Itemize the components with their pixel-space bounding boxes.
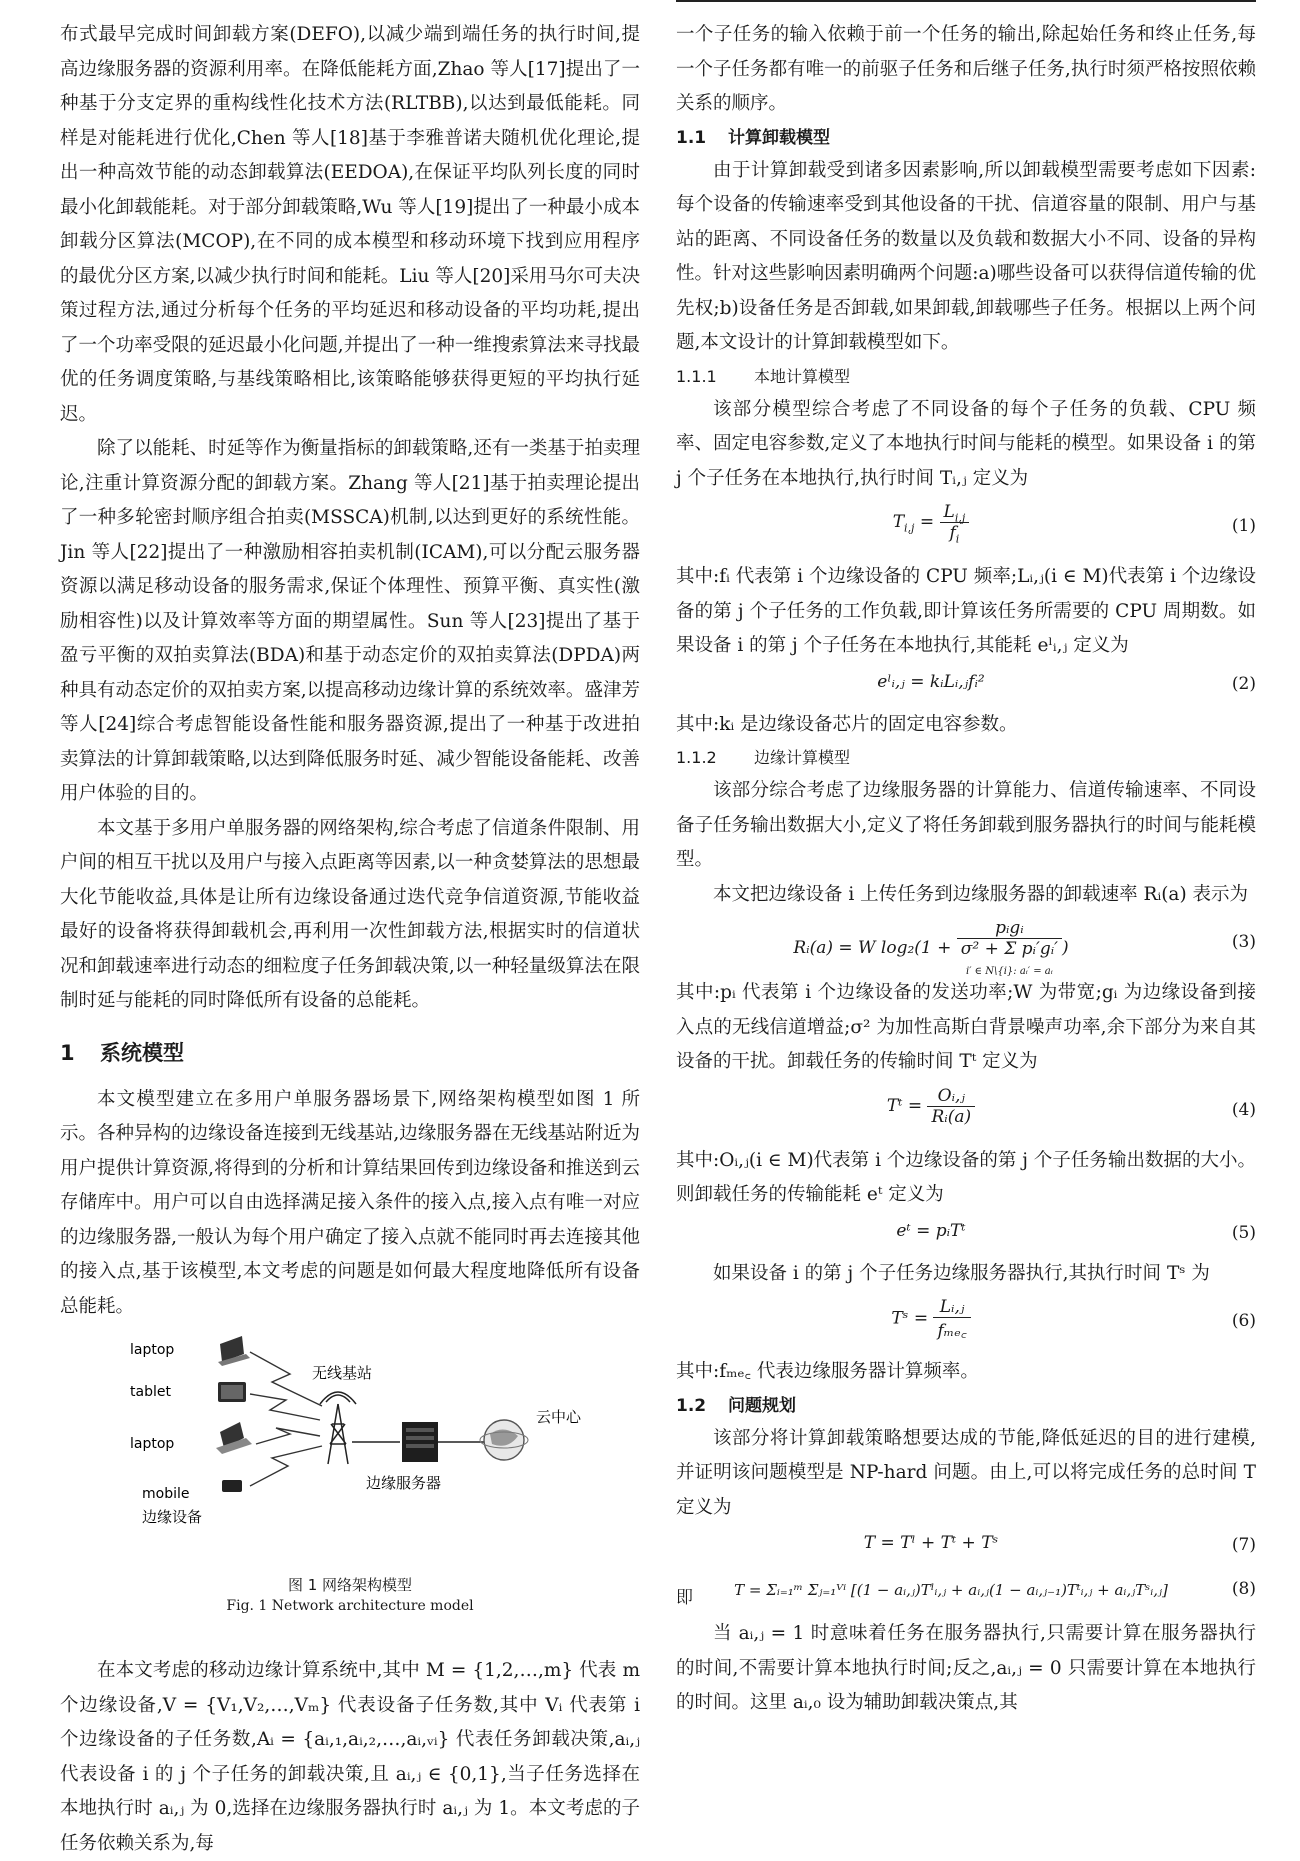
- eq3-sum-range: i′ ∈ N\{i}: aᵢ′ = aᵢ: [966, 966, 1053, 977]
- cloud-icon: [480, 1420, 528, 1460]
- subsubsection-number: 1.1.1: [676, 366, 717, 386]
- paragraph-problem: 该部分将计算卸载策略想要达成的节能,降低延迟的目的进行建模,并证明该问题模型是 NP-hard 问题。由上,可以将完成任务的总时间 T 定义为: [676, 1427, 1256, 1518]
- eq4-denominator: Rᵢ(a): [931, 1106, 972, 1127]
- eq4-number: (4): [1231, 1099, 1256, 1120]
- eq1-fraction: [940, 502, 970, 546]
- label-edge-server: 边缘服务器: [366, 1474, 442, 1492]
- eq3-denominator: σ² + Σ pᵢ′gᵢ′: [960, 939, 1058, 959]
- label-tablet: tablet: [130, 1384, 171, 1400]
- eq1-lhs-sub: i,j: [904, 521, 915, 535]
- network-diagram: [100, 1324, 600, 1564]
- subsubsection-title-2: 边缘计算模型: [754, 748, 851, 767]
- eq3-number: (3): [1231, 932, 1256, 952]
- paragraph-system-definitions: 在本文考虑的移动边缘计算系统中,其中 M = {1,2,…,m} 代表 m 个边缘设备,V = {V₁,V₂,…,Vₘ} 代表设备子任务数,其中 Vᵢ 代表第 i 个边缘设备的子任务数,Aᵢ = {aᵢ,₁,aᵢ,₂,…,aᵢ,ᵥᵢ} 代表任务卸载决策,aᵢ,ⱼ 代表设备 i 的 j 个子任务的卸载决策,且 aᵢ,ⱼ ∈ {0,1},当子任务选择在本地执行时 aᵢ,ⱼ 为 0,选择在边缘服务器执行时 aᵢ,ⱼ 为 1。本文考虑的子任务依赖关系为,每: [60, 1660, 640, 1854]
- eq1-numerator-sub: i,j: [954, 511, 966, 525]
- equation-5: [676, 1213, 1256, 1257]
- subsubsection-title: 本地计算模型: [754, 366, 851, 386]
- eq6-number: (6): [1231, 1311, 1256, 1331]
- eq7-number: (7): [1231, 1535, 1256, 1555]
- label-cloud: 云中心: [536, 1408, 582, 1426]
- subsection-number-2: 1.2: [676, 1395, 707, 1416]
- figure-caption-cn: 图 1 网络架构模型: [287, 1576, 413, 1594]
- eq2-body: eˡᵢ,ⱼ = kᵢLᵢ,ⱼfᵢ²: [877, 671, 985, 692]
- right-column: [676, 18, 1256, 1721]
- eq6-denominator: fₘₑ꜀: [937, 1321, 967, 1341]
- label-edge-devices: 边缘设备: [142, 1508, 203, 1526]
- base-station-icon: [320, 1392, 356, 1464]
- paragraph-rate-terms: 其中:pᵢ 代表第 i 个边缘设备的发送功率;W 为带宽;gᵢ 为边缘设备到接入点的无线信道增益;σ² 为加性高斯白背景噪声功率,余下部分为来自其设备的干扰。卸载任务的传输时间 Tᵗ 定义为: [676, 982, 1256, 1072]
- figure-network-architecture: [60, 1324, 640, 1654]
- paragraph-decision-meaning: 当 aᵢ,ⱼ = 1 时意味着任务在服务器执行,只需要计算在服务器执行的时间,不需要计算本地执行时间;反之,aᵢ,ⱼ = 0 只需要计算在本地执行的时间。这里 aᵢ,₀ 设为辅助卸载决策点,其: [676, 1623, 1256, 1713]
- eq2-number: (2): [1231, 673, 1256, 694]
- equation-8: [676, 1569, 1256, 1617]
- eq4-fraction: [927, 1086, 975, 1127]
- section-title: 系统模型: [100, 1040, 184, 1065]
- eq1-denominator-sub: i: [955, 532, 960, 546]
- laptop-icon-2: [216, 1422, 252, 1454]
- paragraph-contribution: 本文基于多用户单服务器的网络架构,综合考虑了信道条件限制、用户间的相互干扰以及用户与接入点距离等因素,以一种贪婪算法的思想最大化节能收益,具体是让所有边缘设备通过迭代竞争信道资源,节能收益最好的设备将获得卸载机会,再利用一次性卸载方法,根据实时的信道状况和卸载速率进行动态的细粒度子任务卸载决策,以一种轻量级算法在限制时延与能耗的同时降低所有设备的总能耗。: [60, 817, 640, 1011]
- eq8-lead: 即: [676, 1588, 693, 1608]
- paragraph-local-model: 该部分模型综合考虑了不同设备的每个子任务的负载、CPU 频率、固定电容参数,定义了本地执行时间与能耗的模型。如果设备 i 的第 j 个子任务在本地执行,执行时间 Tᵢ,ⱼ 定义为: [676, 398, 1256, 489]
- subsubsection-heading-edge: [676, 742, 1256, 774]
- paragraph-offload-rate: 本文把边缘设备 i 上传任务到边缘服务器的卸载速率 Rᵢ(a) 表示为: [713, 883, 1249, 905]
- equation-4: [676, 1080, 1256, 1144]
- label-base-station: 无线基站: [312, 1364, 373, 1382]
- eq6-numerator: Lᵢ,ⱼ: [933, 1297, 970, 1318]
- equation-1: $T_{i,j}$ = $\frac{L_{i,j}}{f_i}$ (1): [892, 502, 1256, 546]
- section-heading-system-model: [60, 1037, 640, 1067]
- subsubsection-heading-local: [676, 361, 1256, 393]
- paragraph-related-work-auction: 除了以能耗、时延等作为衡量指标的卸载策略,还有一类基于拍卖理论,注重计算资源分配的卸载方案。Zhang 等人[21]基于拍卖理论提出了一种多轮密封顺序组合拍卖(MSSCA)机制,以达到更好的系统性能。Jin 等人[22]提出了一种激励相容拍卖机制(ICAM),可以分配云服务器资源以满足移动设备的服务需求,保证个体理性、预算平衡、真实性(激励相容性)以及计算效率等方面的期望属性。Sun 等人[23]提出了基于盈亏平衡的双拍卖算法(BDA)和基于动态定价的双拍卖算法(DPDA)两种具有动态定价的双拍卖方案,以提高移动边缘计算的系统效率。盛津芳等人[24]综合考虑智能设备性能和服务器资源,提出了一种基于改进拍卖算法的计算卸载策略,以达到降低服务时延、减少智能设备能耗、改善用户体验的目的。: [60, 438, 640, 804]
- paragraph-transmission-energy: 其中:Oᵢ,ⱼ(i ∈ M)代表第 i 个边缘设备的第 j 个子任务输出数据的大小。则卸载任务的传输能耗 eᵗ 定义为: [676, 1149, 1256, 1205]
- eq5-number: (5): [1231, 1222, 1256, 1243]
- eq3-lhs: Rᵢ(a) = W log₂(1 +: [793, 938, 952, 958]
- figure-caption-en: Fig. 1 Network architecture model: [226, 1598, 474, 1614]
- laptop-icon: [218, 1336, 250, 1366]
- eq8-body: T = Σᵢ₌₁ᵐ Σⱼ₌₁ⱽⁱ [(1 − aᵢ,ⱼ)Tˡᵢ,ⱼ + aᵢ,ⱼ(1 − aᵢ,ⱼ₋₁)Tᵗᵢ,ⱼ + aᵢ,ⱼTˢᵢ,ⱼ]: [734, 1581, 1168, 1599]
- eq7-body: T = Tˡ + Tᵗ + Tˢ: [863, 1533, 999, 1553]
- section-number: 1: [60, 1040, 75, 1065]
- eq4-numerator: Oᵢ,ⱼ: [927, 1086, 975, 1107]
- subsubsection-number-2: 1.1.2: [676, 748, 717, 767]
- subsection-heading-offload-model: [676, 122, 1256, 154]
- label-laptop-2: laptop: [130, 1436, 175, 1452]
- label-laptop-1: laptop: [130, 1342, 175, 1358]
- paragraph-edge-model: 该部分综合考虑了边缘服务器的计算能力、信道传输速率、不同设备子任务输出数据大小,定义了将任务卸载到服务器执行的时间与能耗模型。: [676, 780, 1256, 870]
- eq3-close-paren: ): [1062, 938, 1069, 958]
- equation-2: [676, 664, 1256, 708]
- eq5-body: eᵗ = pᵢTᵗ: [896, 1220, 966, 1241]
- eq6-fraction: [933, 1297, 970, 1341]
- paragraph-system-model: 本文模型建立在多用户单服务器场景下,网络架构模型如图 1 所示。各种异构的边缘设备连接到无线基站,边缘服务器在无线基站附近为用户提供计算资源,将得到的分析和计算结果回传到边缘设备和推送到云存储库中。用户可以自由选择满足接入条件的接入点,接入点有唯一对应的边缘服务器,一般认为每个用户确定了接入点就不能同时再去连接其他的接入点,基于该模型,本文考虑的问题是如何最大程度地降低所有设备总能耗。: [60, 1088, 640, 1317]
- equation-7: [676, 1525, 1256, 1569]
- subsection-heading-problem: [676, 1390, 1256, 1422]
- eq6-lhs: Tˢ =: [891, 1308, 929, 1329]
- paragraph-dependency: 一个子任务的输入依赖于前一个任务的输出,除起始任务和终止任务,每一个子任务都有唯一的前驱子任务和后继子任务,执行时须严格按照依赖关系的顺序。: [676, 24, 1256, 114]
- tablet-icon: [218, 1382, 246, 1402]
- mobile-icon: [222, 1480, 242, 1492]
- paragraph-local-energy: 其中:fᵢ 代表第 i 个边缘设备的 CPU 频率;Lᵢ,ⱼ(i ∈ M)代表第 i 个边缘设备的第 j 个子任务的工作负载,即计算该任务所需要的 CPU 周期数。如果设备 i 的第 j 个子任务在本地执行,其能耗 eˡᵢ,ⱼ 定义为: [676, 566, 1256, 656]
- subsection-title: 计算卸载模型: [728, 127, 830, 148]
- eq1-numerator: L: [943, 502, 955, 522]
- paragraph-capacitance: 其中:kᵢ 是边缘设备芯片的固定电容参数。: [676, 713, 1018, 735]
- eq1-number: (1): [1231, 516, 1256, 536]
- eq1-denominator: f: [949, 523, 956, 543]
- equation-3: [676, 912, 1256, 976]
- eq3-fraction: [957, 918, 1062, 979]
- subsection-title-2: 问题规划: [728, 1395, 796, 1416]
- eq8-number: (8): [1231, 1579, 1256, 1599]
- eq1-lhs: T: [892, 512, 905, 532]
- paragraph-server-frequency: 其中:fₘₑ꜀ 代表边缘服务器计算频率。: [676, 1361, 979, 1382]
- left-column: [60, 18, 640, 1861]
- top-rule: [676, 0, 1256, 2]
- eq3-numerator: pᵢgᵢ: [957, 918, 1062, 939]
- paragraph-related-work-energy: 布式最早完成时间卸载方案(DEFO),以减少端到端任务的执行时间,提高边缘服务器的资源利用率。在降低能耗方面,Zhao 等人[17]提出了一种基于分支定界的重构线性化技术方法(RLTBB),以达到最低能耗。同样是对能耗进行优化,Chen 等人[18]基于李雅普诺夫随机优化理论,提出一种高效节能的动态卸载算法(EEDOA),在保证平均队列长度的同时最小化卸载能耗。对于部分卸载策略,Wu 等人[19]提出了一种最小成本卸载分区算法(MCOP),在不同的成本模型和移动环境下找到应用程序的最优分区方案,以减少执行时间和能耗。Liu 等人[20]采用马尔可夫决策过程方法,通过分析每个任务的平均延迟和移动设备的平均功耗,提出了一个功率受限的延迟最小化问题,并提出了一种一维搜索算法来寻找最优的任务调度策略,与基线策略相比,该策略能够获得更短的平均执行延迟。: [60, 24, 640, 425]
- label-mobile: mobile: [142, 1486, 190, 1502]
- paragraph-server-time: 如果设备 i 的第 j 个子任务边缘服务器执行,其执行时间 Tˢ 为: [713, 1262, 1210, 1284]
- subsection-number: 1.1: [676, 127, 707, 148]
- paragraph-offload-factors: 由于计算卸载受到诸多因素影响,所以卸载模型需要考虑如下因素:每个设备的传输速率受到其他设备的干扰、信道容量的限制、用户与基站的距离、不同设备任务的数量以及负载和数据大小不同、设备的异构性。针对这些影响因素明确两个问题:a)哪些设备可以获得信道传输的优先权;b)设备任务是否卸载,如果卸载,卸载哪些子任务。根据以上两个问题,本文设计的计算卸载模型如下。: [676, 159, 1256, 353]
- eq4-lhs: Tᵗ =: [886, 1095, 923, 1116]
- equation-6: [676, 1291, 1256, 1355]
- edge-server-icon: [402, 1422, 438, 1462]
